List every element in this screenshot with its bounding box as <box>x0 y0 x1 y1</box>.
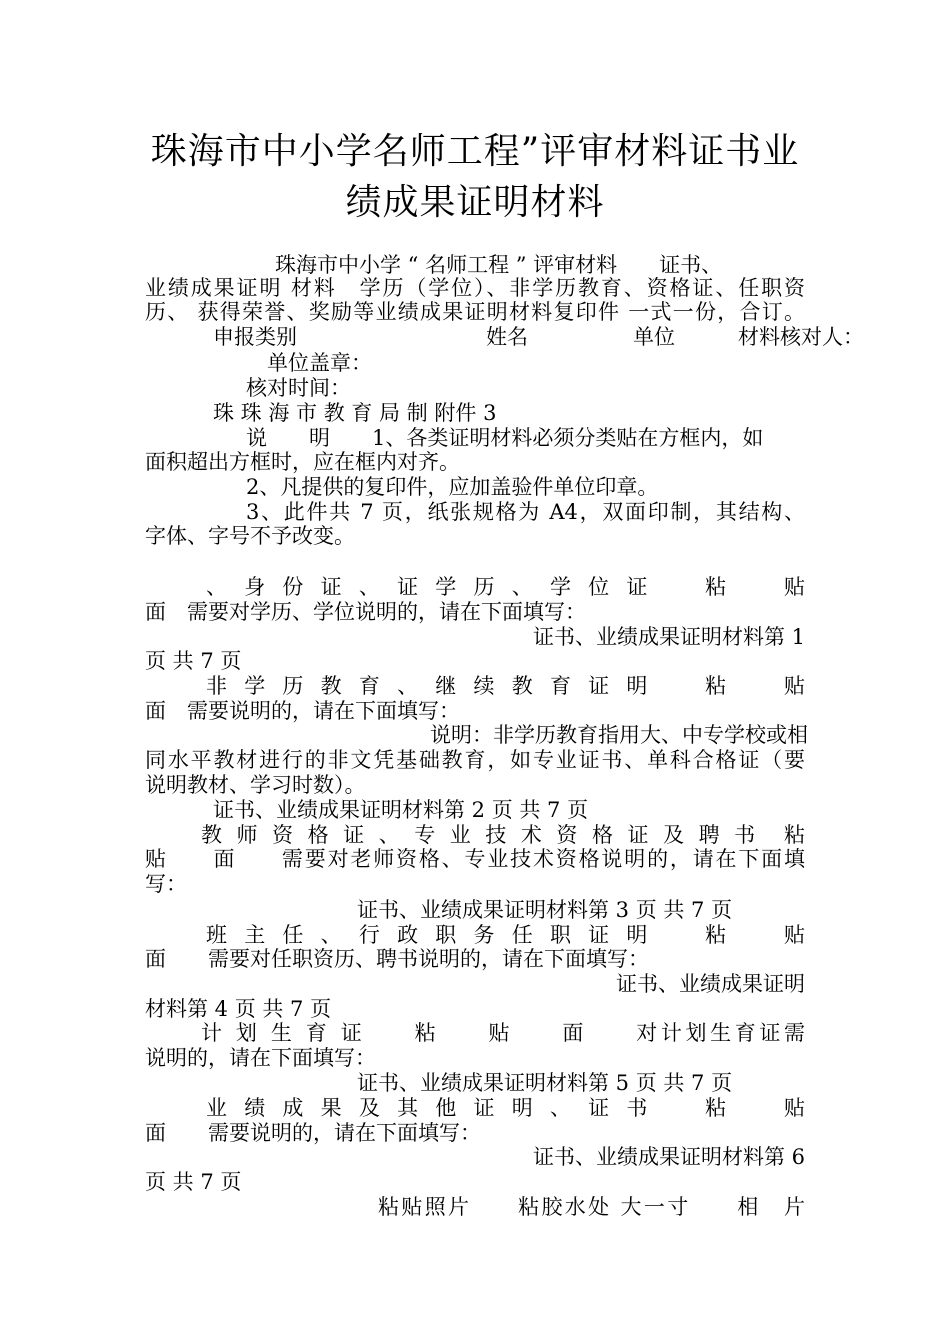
explanation-line: 同水平教材进行的非文凭基础教育，如专业证书、单科合格证（要 <box>145 748 805 772</box>
section-heading: 、 身 份 证 、 证 学 历 、 学 位 证 粘 贴 <box>206 575 805 599</box>
section-instruction: 说明的，请在下面填写： <box>145 1046 376 1070</box>
section-instruction: 面 需要对学历、学位说明的，请在下面填写： <box>145 600 586 624</box>
note-line: 面积超出方框时，应在框内对齐。 <box>145 450 460 474</box>
section-heading: 非 学 历 教 育 、 继 续 教 育 证 明 粘 贴 <box>206 674 805 698</box>
page-footer: 证书、业绩成果证明材料第 5 页 共 7 页 <box>357 1071 733 1095</box>
photo-paste-line: 粘贴照片 粘胶水处 大一寸 相 片 <box>378 1195 805 1219</box>
explanation-line: 说明教材、学习时数）。 <box>145 773 366 797</box>
document-title-line-2: 绩成果证明材料 <box>345 182 605 223</box>
section-instruction: 写： <box>145 872 187 896</box>
document-title-line-1: 珠海市中小学名师工程”评审材料证书业 <box>150 131 800 172</box>
page-footer: 页 共 7 页 <box>145 1170 242 1194</box>
check-time-label: 核对时间： <box>246 376 351 400</box>
section-instruction: 面 需要说明的，请在下面填写： <box>145 699 460 723</box>
intro-line: 珠海市中小学 “ 名师工程 ” 评审材料 证书、 <box>275 253 723 277</box>
note-line: 字体、字号不予改变。 <box>145 524 355 548</box>
section-heading: 业 绩 成 果 及 其 他 证 明 、 证 书 粘 贴 <box>206 1096 805 1120</box>
note-line: 3、此件共 7 页，纸张规格为 A4，双面印制，其结构、 <box>246 500 805 524</box>
page-footer: 证书、业绩成果证明材料第 2 页 共 7 页 <box>213 798 589 822</box>
intro-line: 历、 获得荣誉、奖励等业绩成果证明材料复印件 一式一份，合订。 <box>145 300 805 324</box>
page-footer: 材料第 4 页 共 7 页 <box>145 997 332 1021</box>
note-line: 说 明 1、各类证明材料必须分类贴在方框内，如 <box>246 426 764 450</box>
form-fields-line: 申报类别 姓名 单位 材料核对人： <box>213 325 864 349</box>
page-footer: 证书、业绩成果证明 <box>616 972 805 996</box>
note-line: 2、凡提供的复印件，应加盖验件单位印章。 <box>246 475 659 499</box>
issuer-line: 珠 珠 海 市 教 育 局 制 附件 3 <box>213 401 497 425</box>
explanation-line: 说明：非学历教育指用大、中专学校或相 <box>430 723 808 747</box>
section-heading: 教 师 资 格 证 、 专 业 技 术 资 格 证 及 聘 书 粘 <box>201 823 805 847</box>
page-footer: 证书、业绩成果证明材料第 3 页 共 7 页 <box>357 898 733 922</box>
page-footer: 证书、业绩成果证明材料第 6 <box>532 1145 805 1169</box>
page-footer: 页 共 7 页 <box>145 649 242 673</box>
page-footer: 证书、业绩成果证明材料第 1 <box>532 625 805 649</box>
section-instruction: 面 需要说明的，请在下面填写： <box>145 1121 481 1145</box>
section-instruction: 贴 面 需要对老师资格、专业技术资格说明的，请在下面填 <box>145 847 805 871</box>
section-heading: 计 划 生 育 证 粘 贴 面 对计划生育证需 <box>201 1021 805 1045</box>
section-instruction: 面 需要对任职资历、聘书说明的，请在下面填写： <box>145 947 649 971</box>
unit-seal-label: 单位盖章： <box>267 351 372 375</box>
intro-line: 业绩成果证明 材料 学历（学位）、非学历教育、资格证、任职资 <box>145 276 805 300</box>
section-heading: 班 主 任 、 行 政 职 务 任 职 证 明 粘 贴 <box>206 923 805 947</box>
